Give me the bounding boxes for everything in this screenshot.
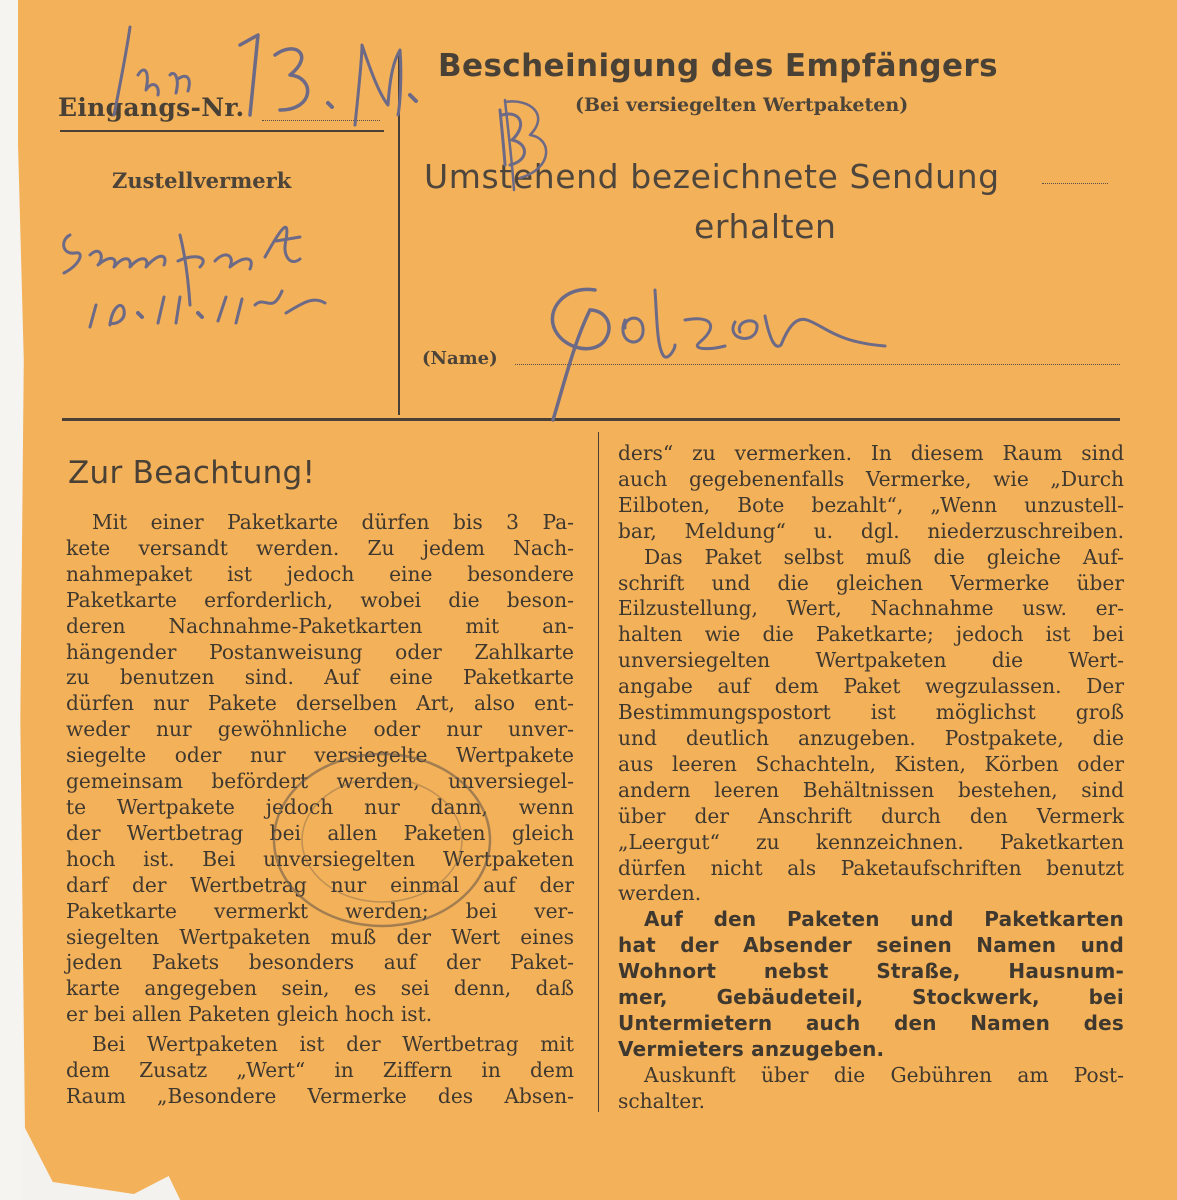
notice-right-bold-line: Wohnort nebst Straße, Hausnum-: [618, 959, 1124, 984]
eingangs-nr-label: Eingangs-Nr.: [58, 93, 245, 122]
notice-left-line: siegelte oder nur versiegelte Wertpakete: [66, 743, 574, 768]
notice-left-line: hängender Postanweisung oder Zahlkarte: [66, 639, 574, 664]
notice-right-line: über der Anschrift durch den Vermerk: [618, 803, 1124, 828]
notice-left-line: karte angegeben sein, es sei denn, daß: [66, 976, 574, 1001]
sendung-dotted-line: [1042, 183, 1108, 184]
notice-left-line: jeden Pakets besonders auf der Paket-: [66, 950, 574, 975]
notice-left-line: nahmepaket ist jedoch eine besondere: [66, 561, 574, 586]
notice-right-line: dürfen nicht als Paketaufschriften benutzt: [618, 855, 1124, 880]
notice-right-line: und deutlich anzugeben. Postpakete, die: [618, 725, 1124, 750]
notice-right-line: unversiegelten Wertpaketen die Wert-: [618, 648, 1124, 673]
column-divider: [598, 432, 599, 1112]
notice-right-line: werden.: [618, 881, 702, 906]
notice-left-line: zu benutzen sind. Auf eine Paketkarte: [66, 665, 574, 690]
notice-right-column: [618, 441, 1124, 1115]
notice-left-line: hoch ist. Bei unversiegelten Wertpaketen: [66, 846, 574, 871]
notice-left-line: Mit einer Paketkarte dürfen bis 3 Pa-: [92, 510, 574, 534]
notice-left-line: weder nur gewöhnliche oder nur unver-: [66, 717, 574, 742]
notice-right-line: auch gegebenenfalls Vermerke, wie „Durch: [618, 466, 1124, 491]
notice-right-bold-line: Auf den Paketen und Paketkarten: [644, 907, 1124, 932]
notice-right-line: Eilboten, Bote bezahlt“, „Wenn unzustell-: [618, 492, 1124, 517]
notice-left-line: darf der Wertbetrag nur einmal auf der: [66, 872, 574, 897]
handwritten-entry-number: [100, 15, 540, 185]
notice-right-bold-line: mer, Gebäudeteil, Stockwerk, bei: [618, 985, 1124, 1010]
notice-right-line: schrift und die gleichen Vermerke über: [618, 570, 1124, 595]
notice-right-line: aus leeren Schachteln, Kisten, Körben oder: [618, 751, 1124, 776]
certificate-title: Bescheinigung des Empfängers: [438, 48, 998, 84]
notice-left-line: deren Nachnahme-Paketkarten mit an-: [66, 613, 574, 638]
notice-left-line: siegelten Wertpaketen muß der Wert eines: [66, 924, 574, 949]
notice-right-line: halten wie die Paketkarte; jedoch ist bei: [618, 622, 1124, 647]
notice-left-line: gemeinsam befördert werden, unversiegel-: [66, 769, 574, 794]
notice-left-line: Raum „Besondere Vermerke des Absen-: [66, 1083, 574, 1108]
notice-left-line: te Wertpakete jedoch nur dann, wenn: [66, 794, 574, 819]
notice-left-line: der Wertbetrag bei allen Paketen gleich: [66, 820, 574, 845]
notice-left-line: dürfen nur Pakete derselben Art, also ent-: [66, 691, 574, 716]
notice-heading: Zur Beachtung!: [68, 455, 316, 491]
handwritten-delivery-note: [50, 195, 380, 345]
handwritten-signature: [495, 250, 915, 450]
notice-right-line: schalter.: [618, 1088, 706, 1113]
notice-left-line: Paketkarte erforderlich, wobei die beson-: [66, 587, 574, 612]
notice-right-line: andern leeren Behältnissen bestehen, sind: [618, 777, 1124, 802]
notice-right-bold-line: Untermietern auch den Namen des: [618, 1010, 1124, 1035]
notice-right-line: Das Paket selbst muß die gleiche Auf-: [644, 544, 1124, 569]
notice-right-line: Auskunft über die Gebühren am Post-: [644, 1062, 1124, 1087]
zustellvermerk-label: Zustellvermerk: [112, 168, 292, 193]
notice-right-line: „Leergut“ zu kennzeichnen. Paketkarten: [618, 829, 1124, 854]
notice-right-bold-line: Vermieters anzugeben.: [618, 1036, 885, 1061]
paper-margin: [0, 0, 22, 1200]
notice-left-line: Bei Wertpaketen ist der Wertbetrag mit: [92, 1032, 574, 1057]
name-label: (Name): [422, 348, 498, 369]
notice-left-line: kete versandt werden. Zu jedem Nach-: [66, 535, 574, 560]
notice-left-line: er bei allen Paketen gleich hoch ist.: [66, 1002, 433, 1027]
notice-right-bold-line: hat der Absender seinen Namen und: [618, 933, 1124, 958]
notice-right-line: angabe auf dem Paket wegzulassen. Der: [618, 674, 1124, 699]
handwritten-marks-near-title: [490, 90, 580, 210]
received-line-2: erhalten: [694, 207, 837, 246]
notice-left-line: dem Zusatz „Wert“ in Ziffern in dem: [66, 1058, 574, 1083]
notice-left-line: Paketkarte vermerkt werden; bei ver-: [66, 898, 574, 923]
notice-right-line: bar, Meldung“ u. dgl. niederzuschreiben.: [618, 518, 1124, 543]
received-line-1: Umstehend bezeichnete Sendung: [424, 157, 1000, 196]
certificate-subtitle: (Bei versiegelten Wertpaketen): [575, 94, 909, 116]
postmark-stamp: [262, 740, 502, 940]
notice-right-line: Bestimmungspostort ist möglichst groß: [618, 700, 1124, 725]
notice-right-line: ders“ zu vermerken. In diesem Raum sind: [618, 441, 1124, 465]
notice-right-line: Eilzustellung, Wert, Nachnahme usw. er-: [618, 596, 1124, 621]
